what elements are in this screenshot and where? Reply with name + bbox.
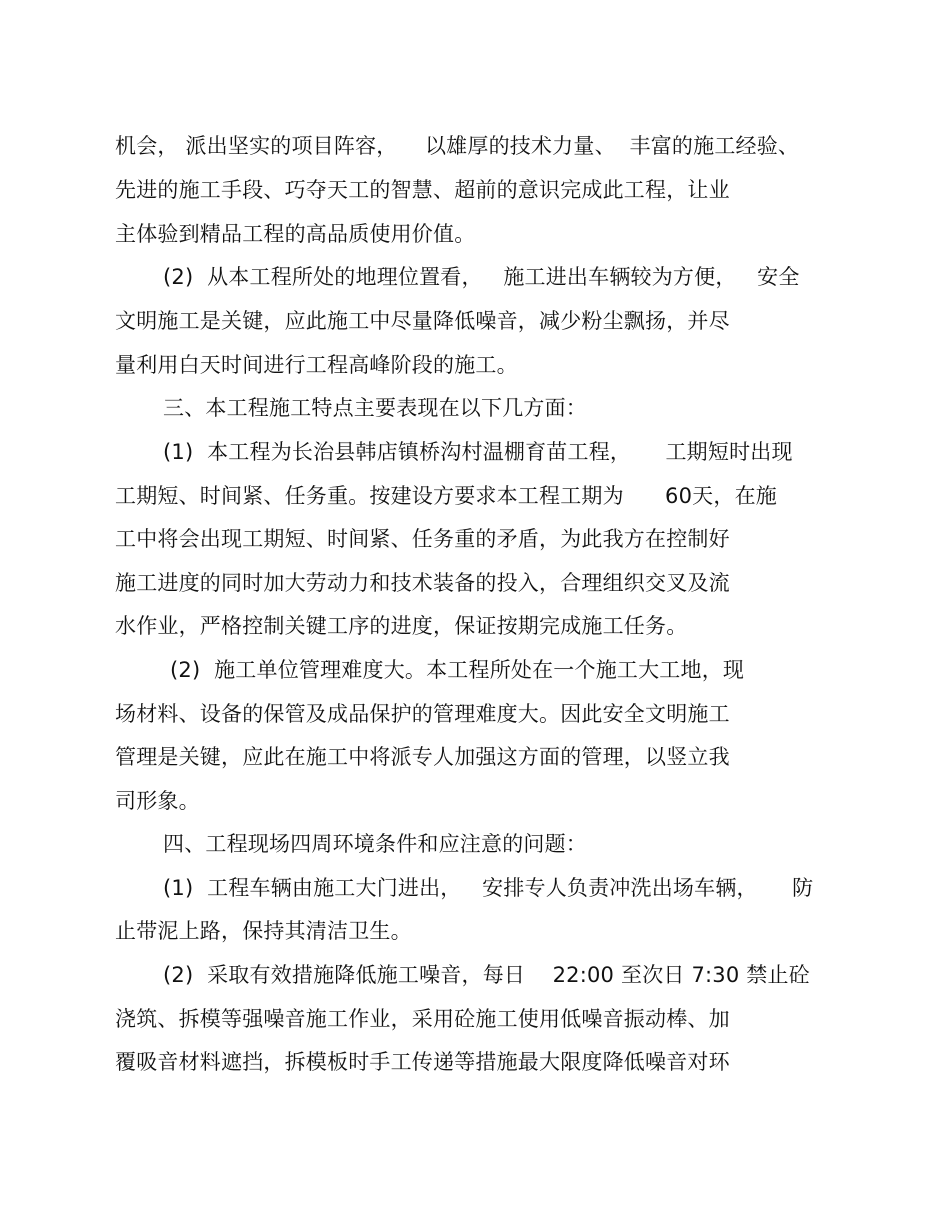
text-line: 场材料、设备的保管及成品保护的管理难度大。因此安全文明施工 xyxy=(115,702,730,726)
text-line: 文明施工是关键，应此施工中尽量降低噪音，减少粉尘飘扬，并尽 xyxy=(115,309,730,333)
text-line: 止带泥上路，保持其清洁卫生。 xyxy=(115,919,412,943)
text-line: 工期短、时间紧、任务重。按建设方要求本工程工期为 60天，在施 xyxy=(115,484,777,508)
text-line: 先进的施工手段、巧夺天工的智慧、超前的意识完成此工程，让业 xyxy=(115,178,730,202)
text-line: (2) 从本工程所处的地理位置看， 施工进出车辆较为方便， 安全 xyxy=(163,265,800,289)
section-heading: 四、工程现场四周环境条件和应注意的问题： xyxy=(163,832,587,856)
text-line: (2) 采取有效措施降低施工噪音，每日 22:00 至次日 7:30 禁止砼 xyxy=(163,963,810,987)
text-line: (1) 工程车辆由施工大门进出， 安排专人负责冲洗出场车辆， 防 xyxy=(163,876,814,900)
text-line: 管理是关键，应此在施工中将派专人加强这方面的管理，以竖立我 xyxy=(115,745,730,769)
text-line: 量利用白天时间进行工程高峰阶段的施工。 xyxy=(115,353,518,377)
text-line: 主体验到精品工程的高品质使用价值。 xyxy=(115,222,476,246)
text-line: 覆吸音材料遮挡，拆模板时手工传递等措施最大限度降低噪音对环 xyxy=(115,1050,730,1074)
text-line: 机会， 派出坚实的项目阵容， 以雄厚的技术力量、 丰富的施工经验、 xyxy=(115,134,800,158)
text-line: 工中将会出现工期短、时间紧、任务重的矛盾，为此我方在控制好 xyxy=(115,527,730,551)
text-line: 浇筑、拆模等强噪音施工作业，采用砼施工使用低噪音振动棒、加 xyxy=(115,1007,730,1031)
text-line: 司形象。 xyxy=(115,789,200,813)
section-heading: 三、本工程施工特点主要表现在以下几方面： xyxy=(163,396,587,420)
text-line: 水作业，严格控制关键工序的进度，保证按期完成施工任务。 xyxy=(115,614,688,638)
text-line: (1) 本工程为长治县韩店镇桥沟村温棚育苗工程， 工期短时出现 xyxy=(163,440,793,464)
text-line: (2) 施工单位管理难度大。本工程所处在一个施工大工地，现 xyxy=(170,658,745,682)
text-line: 施工进度的同时加大劳动力和技术装备的投入，合理组织交叉及流 xyxy=(115,571,730,595)
